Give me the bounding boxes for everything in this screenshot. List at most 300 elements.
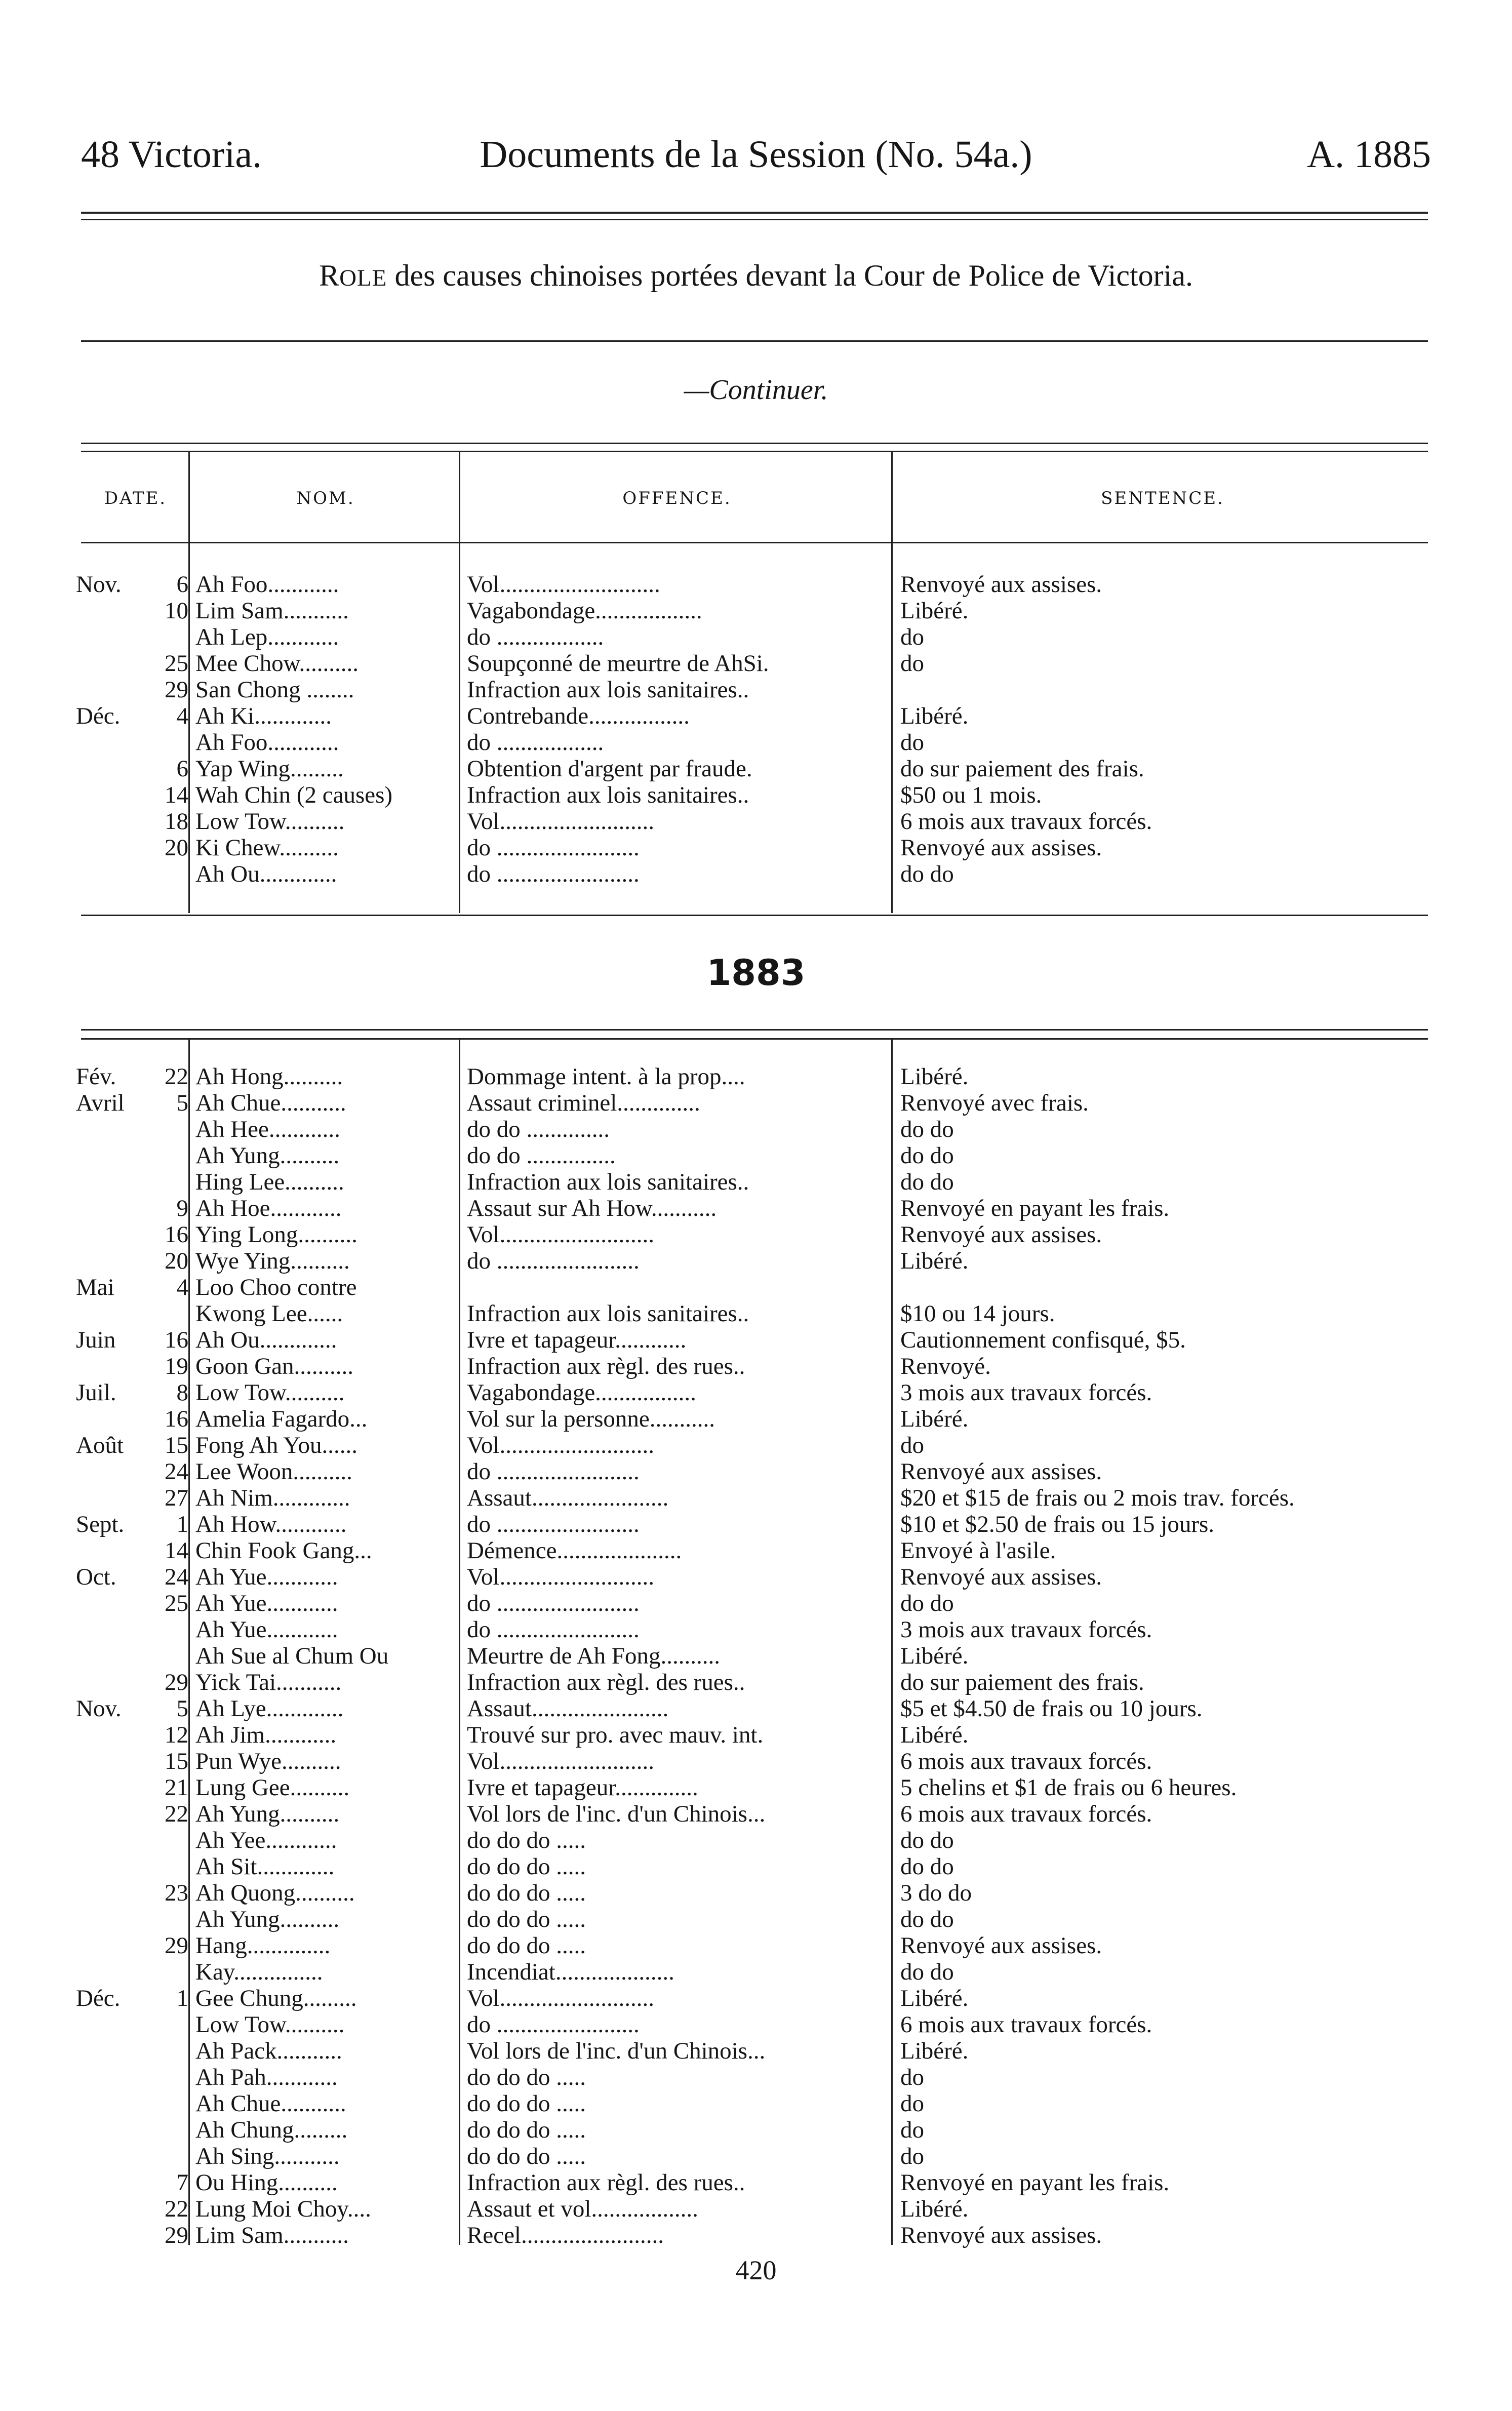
cell-sentence: Libéré. [900, 1985, 969, 2011]
cell-offence: Infraction aux lois sanitaires.. [467, 677, 749, 703]
cell-nom: Wah Chin (2 causes) [195, 782, 393, 808]
table-rule-top-1 [81, 443, 1428, 444]
cell-day: 15 [165, 1432, 188, 1458]
table-row [0, 1248, 1512, 1274]
continued-label: —Continuer. [684, 374, 828, 406]
cell-offence: Trouvé sur pro. avec mauv. int. [467, 1722, 764, 1748]
cell-nom: Lim Sam........... [195, 598, 349, 624]
cell-month: Sept. [76, 1511, 125, 1537]
cell-day: 20 [165, 835, 188, 861]
cell-sentence: do [900, 1432, 924, 1458]
cell-nom: Ah Sue al Chum Ou [195, 1643, 389, 1669]
table-row [0, 650, 1512, 677]
table-row [0, 1643, 1512, 1669]
cell-month: Juil. [76, 1379, 116, 1406]
cell-nom: Ah Jim............ [195, 1722, 337, 1748]
cell-offence: do do do ..... [467, 2064, 586, 2090]
table-row [0, 1669, 1512, 1695]
cell-sentence: Envoyé à l'asile. [900, 1537, 1056, 1564]
table-row [0, 1564, 1512, 1590]
table-row [0, 1880, 1512, 1906]
cell-sentence: 3 mois aux travaux forcés. [900, 1379, 1152, 1406]
cell-day: 5 [176, 1090, 188, 1116]
cell-offence: do ........................ [467, 1590, 640, 1616]
table-rule-top-2 [81, 451, 1428, 452]
header-rule-top [81, 212, 1428, 214]
cell-sentence: Renvoyé en payant les frais. [900, 2169, 1170, 2196]
cell-nom: Lung Gee.......... [195, 1774, 350, 1801]
cell-day: 29 [165, 677, 188, 703]
cell-sentence: do do [900, 1959, 954, 1985]
cell-nom: Ah Hong.......... [195, 1063, 343, 1090]
table-row [0, 2038, 1512, 2064]
cell-sentence: do do [900, 1853, 954, 1880]
cell-nom: Ah Yung.......... [195, 1801, 340, 1827]
table-row [0, 1300, 1512, 1327]
cell-offence: Infraction aux lois sanitaires.. [467, 782, 749, 808]
cell-day: 16 [165, 1327, 188, 1353]
cell-sentence: do do [900, 861, 954, 887]
cell-offence: Vagabondage.................. [467, 598, 702, 624]
cell-nom: Amelia Fagardo... [195, 1406, 368, 1432]
table-row [0, 1458, 1512, 1485]
table-row [0, 2222, 1512, 2248]
cell-day: 19 [165, 1353, 188, 1379]
cell-nom: Ah Hoe............ [195, 1195, 342, 1221]
cell-sentence: Libéré. [900, 1063, 969, 1090]
cell-nom: Ah Lye............. [195, 1695, 344, 1722]
cell-sentence: 6 mois aux travaux forcés. [900, 808, 1152, 835]
table-row [0, 861, 1512, 887]
table-row [0, 2011, 1512, 2038]
cell-sentence: do [900, 2064, 924, 2090]
cell-nom: Ah Yung.......... [195, 1906, 340, 1932]
cell-sentence: Libéré. [900, 598, 969, 624]
section-2-rule-top-1 [81, 1029, 1428, 1031]
cell-sentence: Libéré. [900, 703, 969, 729]
page-number: 420 [735, 2255, 777, 2285]
cell-sentence: do [900, 729, 924, 756]
cell-month: Fév. [76, 1063, 116, 1090]
column-head-date: DATE. [104, 488, 167, 508]
cell-day: 24 [165, 1458, 188, 1485]
cell-offence: do ........................ [467, 1616, 640, 1643]
section-1-end-rule [81, 915, 1428, 916]
cell-offence: do ........................ [467, 2011, 640, 2038]
cell-offence: do ........................ [467, 1511, 640, 1537]
cell-sentence: Renvoyé aux assises. [900, 1458, 1102, 1485]
title-first-letter: R [319, 259, 340, 292]
column-head-sentence: SENTENCE. [1101, 488, 1224, 508]
cell-offence: do ........................ [467, 835, 640, 861]
cell-nom: Ah Yue............ [195, 1590, 338, 1616]
cell-nom: Kay............... [195, 1959, 323, 1985]
table-row [0, 729, 1512, 756]
cell-offence: Vol sur la personne........... [467, 1406, 715, 1432]
table-row [0, 1063, 1512, 1090]
column-headings [0, 488, 1512, 513]
table-title [0, 258, 1512, 293]
cell-offence: do .................. [467, 729, 604, 756]
cell-month: Avril [76, 1090, 125, 1116]
cell-day: 22 [165, 1801, 188, 1827]
cell-day: 29 [165, 1669, 188, 1695]
cell-offence: Assaut et vol.................. [467, 2196, 698, 2222]
cell-nom: Ah Quong.......... [195, 1880, 355, 1906]
table-row [0, 1722, 1512, 1748]
cell-offence: Assaut....................... [467, 1695, 669, 1722]
cell-sentence: Renvoyé. [900, 1353, 991, 1379]
table-row [0, 1985, 1512, 2011]
cell-day: 29 [165, 1932, 188, 1959]
cell-offence: Démence..................... [467, 1537, 682, 1564]
cell-nom: Ah Yue............ [195, 1564, 338, 1590]
cell-offence: do do do ..... [467, 2143, 586, 2169]
cell-offence: Vol.......................... [467, 1432, 654, 1458]
cell-sentence: do sur paiement des frais. [900, 756, 1144, 782]
column-head-offence: OFFENCE. [622, 488, 732, 508]
table-row [0, 1116, 1512, 1142]
cell-sentence: Libéré. [900, 2196, 969, 2222]
running-head [81, 133, 1431, 178]
cell-day: 6 [176, 571, 188, 598]
cell-sentence: $20 et $15 de frais ou 2 mois trav. forcés. [900, 1485, 1295, 1511]
cell-offence: Vol.......................... [467, 1221, 654, 1248]
table-row [0, 782, 1512, 808]
table-row [0, 1932, 1512, 1959]
cell-nom: Gee Chung......... [195, 1985, 357, 2011]
cell-offence: Obtention d'argent par fraude. [467, 756, 752, 782]
table-row [0, 1274, 1512, 1300]
cell-day: 25 [165, 650, 188, 677]
cell-offence: Vol lors de l'inc. d'un Chinois... [467, 1801, 766, 1827]
cell-offence: Assaut sur Ah How........... [467, 1195, 717, 1221]
cell-offence: do do ............... [467, 1142, 616, 1169]
column-heading-rule [81, 542, 1428, 543]
cell-day: 9 [176, 1195, 188, 1221]
cell-nom: Lung Moi Choy.... [195, 2196, 371, 2222]
cell-offence: Assaut criminel.............. [467, 1090, 700, 1116]
cell-offence: Vagabondage................. [467, 1379, 696, 1406]
cell-offence: do do do ..... [467, 1827, 586, 1853]
cell-offence: do do do ..... [467, 2090, 586, 2117]
cell-nom: Loo Choo contre [195, 1274, 357, 1300]
table-row [0, 598, 1512, 624]
cell-sentence: do do [900, 1590, 954, 1616]
section-2-rule-top-2 [81, 1038, 1428, 1040]
cell-sentence: do [900, 650, 924, 677]
cell-day: 1 [176, 1985, 188, 2011]
cell-sentence: do [900, 624, 924, 650]
cell-day: 14 [165, 782, 188, 808]
cell-offence: Vol........................... [467, 571, 660, 598]
cell-sentence: do do [900, 1142, 954, 1169]
cell-offence: Contrebande................. [467, 703, 690, 729]
cell-day: 10 [165, 598, 188, 624]
cell-sentence: Renvoyé en payant les frais. [900, 1195, 1170, 1221]
cell-month: Oct. [76, 1564, 116, 1590]
header-left: 48 Victoria. [81, 133, 262, 176]
cell-sentence: Libéré. [900, 2038, 969, 2064]
cell-day: 6 [176, 756, 188, 782]
title-rule [81, 340, 1428, 342]
cell-sentence: Libéré. [900, 1406, 969, 1432]
table-row [0, 1616, 1512, 1643]
cell-sentence: Renvoyé aux assises. [900, 1564, 1102, 1590]
cell-day: 16 [165, 1406, 188, 1432]
table-row [0, 1327, 1512, 1353]
cell-nom: Yick Tai........... [195, 1669, 342, 1695]
year-heading: 1883 [706, 952, 806, 994]
cell-nom: Pun Wye.......... [195, 1748, 341, 1774]
cell-sentence: Renvoyé avec frais. [900, 1090, 1089, 1116]
cell-day: 15 [165, 1748, 188, 1774]
table-row [0, 2196, 1512, 2222]
cell-sentence: 6 mois aux travaux forcés. [900, 1748, 1152, 1774]
cell-month: Août [76, 1432, 124, 1458]
cell-sentence: Renvoyé aux assises. [900, 1221, 1102, 1248]
cell-offence: do do do ..... [467, 1880, 586, 1906]
table-row [0, 1432, 1512, 1458]
cell-sentence: do [900, 2090, 924, 2117]
cell-day: 23 [165, 1880, 188, 1906]
table-row [0, 1353, 1512, 1379]
cell-sentence: 3 do do [900, 1880, 972, 1906]
cell-nom: Ah Yee............ [195, 1827, 337, 1853]
cell-offence: Ivre et tapageur.............. [467, 1774, 698, 1801]
cell-nom: Ah Chung......... [195, 2117, 348, 2143]
title-rest-caps: OLE [339, 265, 387, 291]
cell-nom: Ou Hing.......... [195, 2169, 338, 2196]
cell-nom: Ah Sit............. [195, 1853, 335, 1880]
table-row [0, 1142, 1512, 1169]
cell-nom: Lim Sam........... [195, 2222, 349, 2248]
cell-sentence: do [900, 2143, 924, 2169]
cell-day: 21 [165, 1774, 188, 1801]
table-row [0, 756, 1512, 782]
cell-nom: Ah Nim............. [195, 1485, 350, 1511]
cell-day: 27 [165, 1485, 188, 1511]
cell-sentence: Renvoyé aux assises. [900, 835, 1102, 861]
cell-sentence: do [900, 2117, 924, 2143]
table-row [0, 1774, 1512, 1801]
cell-sentence: Libéré. [900, 1248, 969, 1274]
cell-offence: do do .............. [467, 1116, 610, 1142]
cell-sentence: do do [900, 1906, 954, 1932]
cell-offence: Infraction aux règl. des rues.. [467, 1669, 745, 1695]
cell-day: 20 [165, 1248, 188, 1274]
table-row [0, 1406, 1512, 1432]
cell-nom: Ah Ou............. [195, 861, 337, 887]
table-row [0, 835, 1512, 861]
cell-sentence: do sur paiement des frais. [900, 1669, 1144, 1695]
table-row [0, 1827, 1512, 1853]
cell-offence: Vol.......................... [467, 1748, 654, 1774]
cell-offence: do do do ..... [467, 1906, 586, 1932]
table-row [0, 1959, 1512, 1985]
cell-offence: Meurtre de Ah Fong.......... [467, 1643, 720, 1669]
cell-day: 14 [165, 1537, 188, 1564]
cell-month: Mai [76, 1274, 114, 1300]
cell-offence: Incendiat.................... [467, 1959, 674, 1985]
cell-month: Juin [76, 1327, 116, 1353]
cell-offence: do do do ..... [467, 1932, 586, 1959]
table-row [0, 1511, 1512, 1537]
cell-nom: Goon Gan.......... [195, 1353, 353, 1379]
cell-nom: Ah Ki............. [195, 703, 332, 729]
cell-offence: Infraction aux règl. des rues.. [467, 2169, 745, 2196]
cell-offence: do .................. [467, 624, 604, 650]
cell-offence: do do do ..... [467, 2117, 586, 2143]
cell-sentence: Renvoyé aux assises. [900, 2222, 1102, 2248]
cell-nom: Ah Ou............. [195, 1327, 337, 1353]
table-row [0, 1695, 1512, 1722]
cell-nom: Hing Lee.......... [195, 1169, 344, 1195]
cell-month: Déc. [76, 1985, 121, 2011]
cell-sentence: Libéré. [900, 1722, 969, 1748]
table-row [0, 1169, 1512, 1195]
cell-nom: Ah Sing........... [195, 2143, 340, 2169]
table-row [0, 1485, 1512, 1511]
cell-nom: Hang.............. [195, 1932, 331, 1959]
table-row [0, 1801, 1512, 1827]
table-row [0, 2064, 1512, 2090]
cell-day: 12 [165, 1722, 188, 1748]
cell-nom: Fong Ah You...... [195, 1432, 357, 1458]
cell-nom: Ah Hee............ [195, 1116, 340, 1142]
cell-nom: Ying Long.......... [195, 1221, 357, 1248]
cell-day: 22 [165, 2196, 188, 2222]
table-row [0, 1853, 1512, 1880]
cell-offence: do ........................ [467, 861, 640, 887]
cell-nom: Ki Chew.......... [195, 835, 339, 861]
cell-nom: San Chong ........ [195, 677, 354, 703]
cell-month: Déc. [76, 703, 121, 729]
cell-nom: Ah Yue............ [195, 1616, 338, 1643]
cell-offence: Soupçonné de meurtre de AhSi. [467, 650, 769, 677]
cell-sentence: do do [900, 1827, 954, 1853]
table-row [0, 1195, 1512, 1221]
cell-day: 18 [165, 808, 188, 835]
cell-sentence: $10 et $2.50 de frais ou 15 jours. [900, 1511, 1215, 1537]
cell-day: 29 [165, 2222, 188, 2248]
table-row [0, 2090, 1512, 2117]
cell-offence: do ........................ [467, 1248, 640, 1274]
cell-offence: Infraction aux règl. des rues.. [467, 1353, 745, 1379]
cell-nom: Ah How............ [195, 1511, 347, 1537]
cell-nom: Ah Pack........... [195, 2038, 342, 2064]
cell-day: 4 [176, 703, 188, 729]
cell-sentence: do do [900, 1116, 954, 1142]
cell-sentence: Renvoyé aux assises. [900, 571, 1102, 598]
cell-sentence: $5 et $4.50 de frais ou 10 jours. [900, 1695, 1203, 1722]
cell-nom: Ah Pah............ [195, 2064, 338, 2090]
cell-offence: Recel........................ [467, 2222, 664, 2248]
cell-offence: Dommage intent. à la prop.... [467, 1063, 745, 1090]
cell-offence: Ivre et tapageur............ [467, 1327, 687, 1353]
header-center: Documents de la Session (No. 54a.) [480, 133, 1032, 176]
table-row [0, 677, 1512, 703]
cell-offence: Vol.......................... [467, 808, 654, 835]
table-row [0, 571, 1512, 598]
cell-day: 22 [165, 1063, 188, 1090]
cell-sentence: 3 mois aux travaux forcés. [900, 1616, 1152, 1643]
cell-nom: Mee Chow.......... [195, 650, 359, 677]
cell-day: 4 [176, 1274, 188, 1300]
cell-sentence: do do [900, 1169, 954, 1195]
cell-offence: do do do ..... [467, 1853, 586, 1880]
table-row [0, 2169, 1512, 2196]
table-row [0, 2143, 1512, 2169]
cell-day: 1 [176, 1511, 188, 1537]
cell-nom: Low Tow.......... [195, 2011, 345, 2038]
cell-offence: Infraction aux lois sanitaires.. [467, 1300, 749, 1327]
cell-offence: Assaut....................... [467, 1485, 669, 1511]
table-row [0, 1090, 1512, 1116]
cell-day: 24 [165, 1564, 188, 1590]
table-row [0, 1221, 1512, 1248]
cell-offence: Infraction aux lois sanitaires.. [467, 1169, 749, 1195]
cell-sentence: 5 chelins et $1 de frais ou 6 heures. [900, 1774, 1237, 1801]
table-row [0, 703, 1512, 729]
cell-sentence: Cautionnement confisqué, $5. [900, 1327, 1186, 1353]
cell-nom: Wye Ying.......... [195, 1248, 350, 1274]
cell-day: 7 [176, 2169, 188, 2196]
cell-offence: do ........................ [467, 1458, 640, 1485]
cell-sentence: Libéré. [900, 1643, 969, 1669]
cell-month: Nov. [76, 571, 122, 598]
cell-nom: Ah Yung.......... [195, 1142, 340, 1169]
header-right: A. 1885 [1307, 133, 1431, 176]
cell-nom: Kwong Lee...... [195, 1300, 343, 1327]
table-row [0, 624, 1512, 650]
cell-offence: Vol.......................... [467, 1564, 654, 1590]
cell-nom: Ah Chue........... [195, 2090, 346, 2117]
cell-sentence: $50 ou 1 mois. [900, 782, 1042, 808]
cell-day: 8 [176, 1379, 188, 1406]
table-row [0, 2117, 1512, 2143]
table-row [0, 1537, 1512, 1564]
cell-sentence: 6 mois aux travaux forcés. [900, 1801, 1152, 1827]
cell-month: Nov. [76, 1695, 122, 1722]
cell-nom: Ah Lep............ [195, 624, 339, 650]
table-row [0, 808, 1512, 835]
table-row [0, 1590, 1512, 1616]
header-rule-bottom [81, 219, 1428, 220]
cell-nom: Low Tow.......... [195, 808, 345, 835]
title-text: des causes chinoises portées devant la Cour de Police de Victoria. [394, 259, 1193, 292]
cell-nom: Ah Foo............ [195, 729, 339, 756]
cell-sentence: 6 mois aux travaux forcés. [900, 2011, 1152, 2038]
table-row [0, 1379, 1512, 1406]
cell-nom: Yap Wing......... [195, 756, 344, 782]
cell-nom: Ah Chue........... [195, 1090, 346, 1116]
cell-nom: Ah Foo............ [195, 571, 339, 598]
cell-sentence: Renvoyé aux assises. [900, 1932, 1102, 1959]
cell-nom: Low Tow.......... [195, 1379, 345, 1406]
cell-nom: Lee Woon.......... [195, 1458, 352, 1485]
column-head-nom: NOM. [296, 488, 355, 508]
table-row [0, 1906, 1512, 1932]
cell-offence: Vol.......................... [467, 1985, 654, 2011]
cell-offence: Vol lors de l'inc. d'un Chinois... [467, 2038, 766, 2064]
cell-day: 16 [165, 1221, 188, 1248]
table-row [0, 1748, 1512, 1774]
cell-day: 25 [165, 1590, 188, 1616]
cell-nom: Chin Fook Gang... [195, 1537, 372, 1564]
cell-sentence: $10 ou 14 jours. [900, 1300, 1055, 1327]
cell-day: 5 [176, 1695, 188, 1722]
